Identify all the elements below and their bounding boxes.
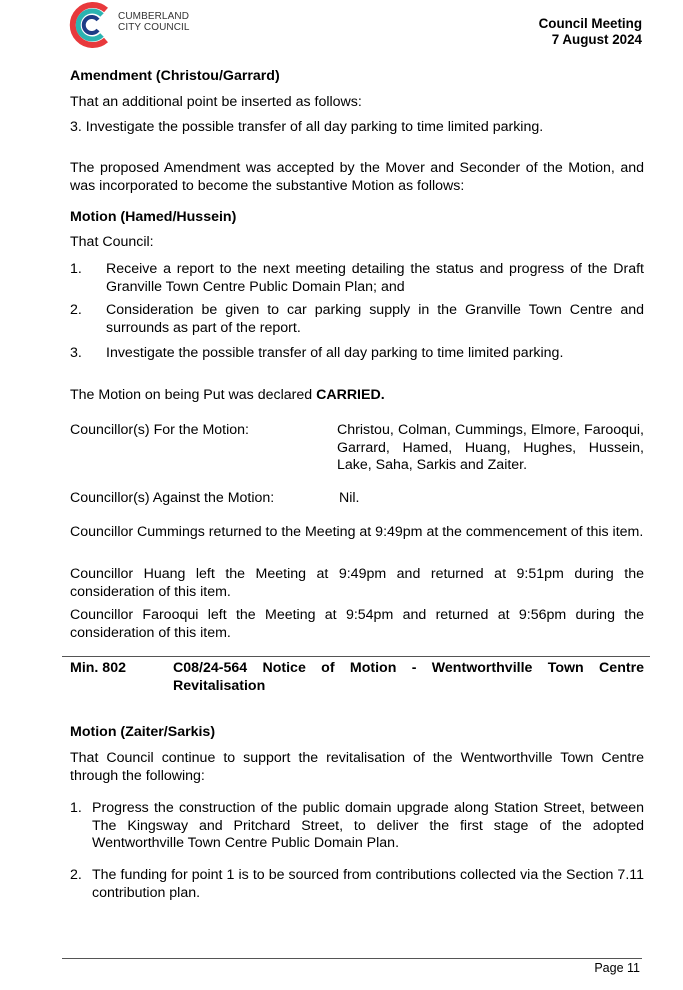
amendment-accepted: The proposed Amendment was accepted by the Mover and Seconder of the Motion, and was incorporated to become the substantive Motion as follows: <box>70 160 644 194</box>
footer-divider <box>62 958 642 959</box>
motion2-intro: That Council continue to support the revitalisation of the Wentworthville Town Centre through the following: <box>70 750 644 784</box>
result-carried: CARRIED. <box>316 387 385 403</box>
list-number: 3. <box>70 345 82 361</box>
for-label: Councillor(s) For the Motion: <box>70 422 249 438</box>
org-name <box>118 11 190 33</box>
motion2-heading: Motion (Zaiter/Sarkis) <box>70 724 216 740</box>
doc-title: Council Meeting <box>538 16 642 31</box>
list-text: Consideration be given to car parking supply in the Granville Town Centre and surrounds as part of the report. <box>106 302 644 336</box>
amendment-point: 3. Investigate the possible transfer of all day parking to time limited parking. <box>70 119 544 135</box>
attendance-note: Councillor Cummings returned to the Meeting at 9:49pm at the commencement of this item. <box>70 524 644 540</box>
org-name-line2: CITY COUNCIL <box>118 22 190 33</box>
motion1-heading: Motion (Hamed/Hussein) <box>70 209 237 225</box>
list-number: 2. <box>70 867 82 883</box>
attendance-note: Councillor Farooqui left the Meeting at 9:54pm and returned at 9:56pm during the consideration of this item. <box>70 607 644 641</box>
list-text: The funding for point 1 is to be sourced from contributions collected via the Section 7.11 contribution plan. <box>92 867 644 901</box>
motion1-intro: That Council: <box>70 234 154 250</box>
page-number: Page 11 <box>594 961 640 975</box>
document-header <box>539 16 642 48</box>
list-text: Investigate the possible transfer of all day parking to time limited parking. <box>106 345 564 361</box>
list-number: 1. <box>70 800 82 816</box>
against-names: Nil. <box>339 490 360 506</box>
attendance-note: Councillor Huang left the Meeting at 9:49pm and returned at 9:51pm during the consideration of this item. <box>70 566 644 600</box>
amendment-heading: Amendment (Christou/Garrard) <box>70 68 280 84</box>
org-name-line1: CUMBERLAND <box>118 11 190 22</box>
motion1-result <box>70 387 644 405</box>
amendment-intro: That an additional point be inserted as follows: <box>70 94 362 110</box>
doc-date: 7 August 2024 <box>551 32 642 47</box>
minute-title: C08/24-564 Notice of Motion - Wentworthville Town Centre Revitalisation <box>173 660 644 694</box>
for-names: Christou, Colman, Cummings, Elmore, Farooqui, Garrard, Hamed, Huang, Hughes, Hussein, Lake, Saha, Sarkis and Zaiter. <box>337 422 644 473</box>
minute-divider <box>62 656 650 657</box>
list-text: Receive a report to the next meeting detailing the status and progress of the Draft Granville Town Centre Public Domain Plan; and <box>106 261 644 295</box>
minute-number: Min. 802 <box>70 660 126 676</box>
result-prefix: The Motion on being Put was declared <box>70 387 317 403</box>
cumberland-logo-icon <box>66 0 114 50</box>
list-number: 2. <box>70 302 82 318</box>
against-label: Councillor(s) Against the Motion: <box>70 490 275 506</box>
list-text: Progress the construction of the public domain upgrade along Station Street, between The Kingsway and Pritchard Street, to deliver the first stage of the adopted Wentworthville Town Centre Public Domain Plan. <box>92 800 644 851</box>
list-number: 1. <box>70 261 82 277</box>
